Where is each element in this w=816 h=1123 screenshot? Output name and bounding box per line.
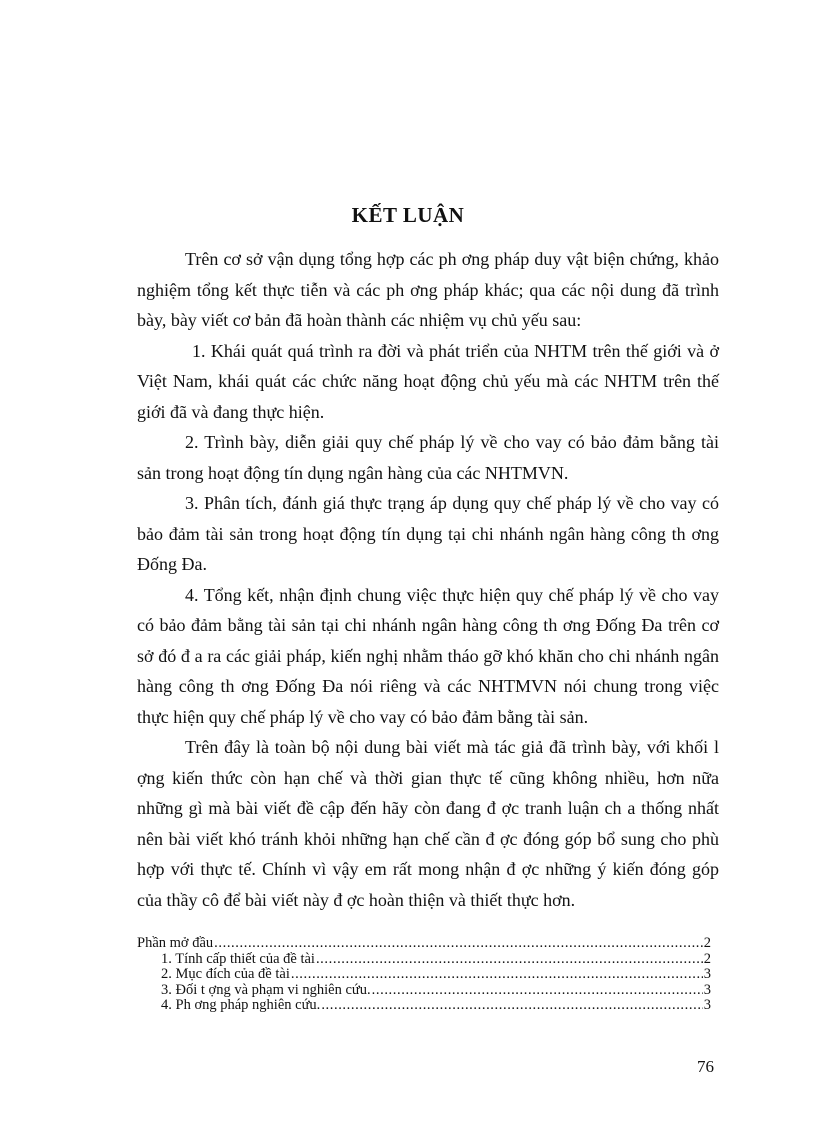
list-item-3: 3. Phân tích, đánh giá thực trạng áp dụng quy chế pháp lý về cho vay có bảo đảm tài sản trong hoạt động tín dụng tại chi nhánh ngân hàng công th ơng Đống Đa. bbox=[137, 493, 719, 574]
toc-entry-label: 1. Tính cấp thiết của đề tài bbox=[161, 950, 315, 967]
toc-entry-page: 2 bbox=[703, 935, 711, 951]
toc-entry-label: 4. Ph ơng pháp nghiên cứu. bbox=[161, 997, 321, 1013]
toc-entry[interactable] bbox=[137, 967, 711, 983]
toc-entry[interactable] bbox=[137, 936, 711, 952]
toc-entry-label: 2. Mục đích của đề tài bbox=[161, 966, 290, 982]
list-item-1: 1. Khái quát quá trình ra đời và phát triển của NHTM trên thế giới và ở Việt Nam, khái quát các chức năng hoạt động chủ yếu mà các NHTM trên thế giới đã và đang thực hiện. bbox=[137, 340, 719, 422]
toc-leader-dots bbox=[372, 983, 703, 999]
toc-entry-page: 3 bbox=[703, 981, 711, 998]
toc-entry[interactable] bbox=[137, 983, 711, 999]
page-number: 76 bbox=[697, 1057, 714, 1076]
conclusion-body bbox=[137, 244, 719, 915]
page-title: KẾT LUẬN bbox=[351, 203, 465, 227]
toc-entry-page: 2 bbox=[703, 950, 711, 967]
toc-entry[interactable] bbox=[137, 952, 711, 968]
intro-paragraph: Trên cơ sở vận dụng tổng hợp các ph ơng pháp duy vật biện chứng, khảo nghiệm tổng kết thực tiễn và các ph ơng pháp khác; qua các nội dung đã trình bày, bày viết cơ bản đã hoàn thành các nhiệm vụ chủ yếu sau: bbox=[137, 249, 719, 330]
toc-entry-label: 3. Đối t ợng và phạm vi nghiên cứu. bbox=[161, 981, 371, 998]
toc-entry-page: 3 bbox=[703, 966, 711, 982]
toc-leader-dots bbox=[214, 936, 703, 952]
list-item-4: 4. Tổng kết, nhận định chung việc thực hiện quy chế pháp lý về cho vay có bảo đảm bằng tài sản tại chi nhánh ngân hàng công th ơng Đống Đa trên cơ sở đó đ a ra các giải pháp, kiến nghị nhằm tháo gỡ khó khăn cho chi nhánh ngân hàng công th ơng Đống Đa nói riêng và các NHTMVN nói chung trong việc thực hiện quy chế pháp lý về cho vay có bảo đảm bằng tài sản. bbox=[137, 584, 719, 727]
toc-entry-page: 3 bbox=[703, 997, 711, 1013]
toc-leader-dots bbox=[291, 967, 703, 983]
toc-entry-label: Phần mở đầu bbox=[137, 935, 214, 951]
toc-leader-dots bbox=[316, 952, 703, 968]
toc-entry[interactable] bbox=[137, 998, 711, 1014]
toc-leader-dots bbox=[321, 998, 702, 1014]
closing-paragraph: Trên đây là toàn bộ nội dung bài viết mà tác giả đã trình bày, với khối l ợng kiến thức còn hạn chế và thời gian thực tế cũng không nhiều, hơn nữa những gì mà bài viết đề cập đến hãy còn đang đ ợc tranh luận ch a thống nhất nên bài viết khó tránh khỏi những hạn chế cần đ ợc đóng góp bổ sung cho phù hợp với thực tế. Chính vì vậy em rất mong nhận đ ợc những ý kiến đóng góp của thầy cô để bài viết này đ ợc hoàn thiện và thiết thực hơn. bbox=[137, 737, 719, 910]
table-of-contents bbox=[137, 936, 711, 1014]
list-item-2: 2. Trình bày, diễn giải quy chế pháp lý về cho vay có bảo đảm bằng tài sản trong hoạt động tín dụng ngân hàng của các NHTMVN. bbox=[137, 432, 719, 483]
